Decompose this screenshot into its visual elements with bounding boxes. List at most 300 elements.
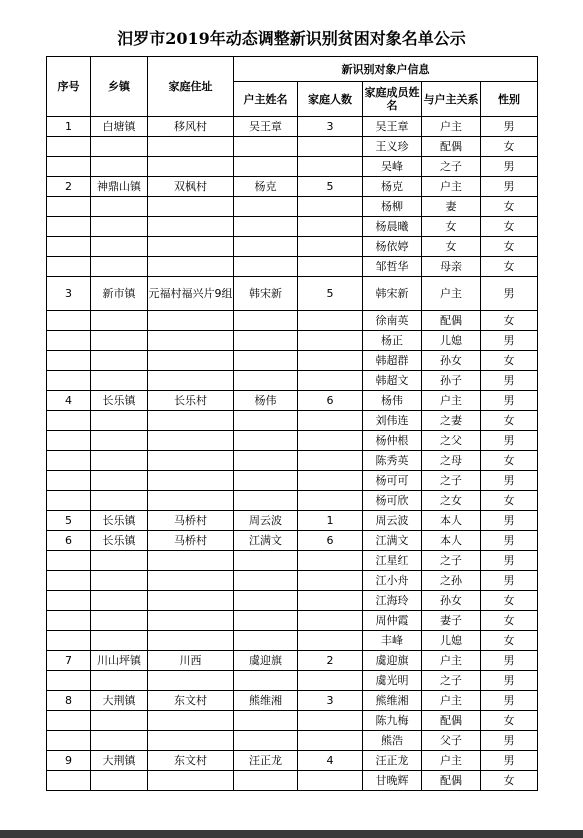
- cell-relation: 配偶: [422, 771, 481, 791]
- cell-member-name: 周云波: [363, 511, 422, 531]
- cell-relation: 妻: [422, 197, 481, 217]
- cell-relation: 之子: [422, 551, 481, 571]
- cell-family-size: [298, 197, 363, 217]
- cell-head-name: 熊维湘: [234, 691, 298, 711]
- cell-family-size: [298, 551, 363, 571]
- table-row: [47, 451, 538, 471]
- cell-town: 新市镇: [91, 277, 148, 311]
- cell-gender: 男: [481, 117, 538, 137]
- cell-member-name: 虞迎旗: [363, 651, 422, 671]
- cell-head-name: [234, 411, 298, 431]
- table-row: [47, 471, 538, 491]
- cell-seq: [47, 237, 91, 257]
- bottom-border-bar: [0, 830, 583, 838]
- cell-town: [91, 671, 148, 691]
- cell-seq: [47, 711, 91, 731]
- table-row: [47, 651, 538, 671]
- cell-member-name: 杨可可: [363, 471, 422, 491]
- cell-address: [148, 551, 234, 571]
- cell-gender: 女: [481, 611, 538, 631]
- table-row: [47, 237, 538, 257]
- table-row: [47, 671, 538, 691]
- cell-address: [148, 731, 234, 751]
- cell-seq: 4: [47, 391, 91, 411]
- cell-family-size: 5: [298, 177, 363, 197]
- cell-town: [91, 351, 148, 371]
- cell-head-name: [234, 771, 298, 791]
- cell-seq: 2: [47, 177, 91, 197]
- cell-town: [91, 237, 148, 257]
- cell-town: 大荆镇: [91, 691, 148, 711]
- cell-relation: 孙女: [422, 351, 481, 371]
- cell-relation: 之子: [422, 157, 481, 177]
- cell-family-size: [298, 731, 363, 751]
- cell-member-name: 周仲霞: [363, 611, 422, 631]
- cell-head-name: [234, 451, 298, 471]
- table-row: [47, 117, 538, 137]
- cell-member-name: 吴王章: [363, 117, 422, 137]
- header-group: 新识别对象户信息: [234, 57, 538, 82]
- cell-town: [91, 611, 148, 631]
- cell-address: 东文村: [148, 691, 234, 711]
- header-town: 乡镇: [91, 57, 148, 117]
- table-body: [47, 117, 538, 791]
- cell-family-size: [298, 491, 363, 511]
- cell-gender: 女: [481, 631, 538, 651]
- cell-family-size: [298, 331, 363, 351]
- cell-head-name: 韩宋新: [234, 277, 298, 311]
- cell-relation: 户主: [422, 651, 481, 671]
- cell-family-size: 1: [298, 511, 363, 531]
- cell-seq: [47, 451, 91, 471]
- cell-head-name: [234, 551, 298, 571]
- cell-relation: 之子: [422, 471, 481, 491]
- cell-relation: 妻子: [422, 611, 481, 631]
- cell-town: 长乐镇: [91, 391, 148, 411]
- cell-family-size: [298, 631, 363, 651]
- cell-family-size: [298, 217, 363, 237]
- cell-town: 白塘镇: [91, 117, 148, 137]
- cell-address: [148, 157, 234, 177]
- cell-town: [91, 311, 148, 331]
- cell-head-name: [234, 217, 298, 237]
- cell-gender: 男: [481, 651, 538, 671]
- table-row: [47, 711, 538, 731]
- header-seq: 序号: [47, 57, 91, 117]
- cell-seq: [47, 671, 91, 691]
- cell-family-size: [298, 311, 363, 331]
- header-member-name: 家庭成员姓名: [363, 82, 422, 117]
- cell-relation: 之孙: [422, 571, 481, 591]
- cell-head-name: [234, 731, 298, 751]
- cell-member-name: 杨依婷: [363, 237, 422, 257]
- table-row: [47, 531, 538, 551]
- cell-head-name: [234, 351, 298, 371]
- cell-seq: [47, 771, 91, 791]
- cell-address: [148, 431, 234, 451]
- cell-address: [148, 311, 234, 331]
- cell-relation: 本人: [422, 511, 481, 531]
- cell-family-size: 6: [298, 531, 363, 551]
- table-row: [47, 491, 538, 511]
- cell-gender: 男: [481, 531, 538, 551]
- cell-gender: 女: [481, 591, 538, 611]
- cell-gender: 男: [481, 177, 538, 197]
- cell-relation: 配偶: [422, 311, 481, 331]
- cell-gender: 男: [481, 431, 538, 451]
- cell-address: [148, 471, 234, 491]
- cell-member-name: 杨可欣: [363, 491, 422, 511]
- cell-head-name: 江满文: [234, 531, 298, 551]
- cell-address: [148, 411, 234, 431]
- cell-member-name: 韩超群: [363, 351, 422, 371]
- cell-member-name: 甘晚辉: [363, 771, 422, 791]
- cell-town: [91, 451, 148, 471]
- cell-gender: 男: [481, 551, 538, 571]
- cell-head-name: [234, 671, 298, 691]
- cell-address: [148, 611, 234, 631]
- cell-address: 双枫村: [148, 177, 234, 197]
- cell-town: 神鼎山镇: [91, 177, 148, 197]
- cell-town: [91, 431, 148, 451]
- cell-head-name: [234, 331, 298, 351]
- cell-member-name: 江小舟: [363, 571, 422, 591]
- cell-relation: 儿媳: [422, 631, 481, 651]
- table-row: [47, 277, 538, 311]
- table-row: [47, 731, 538, 751]
- cell-member-name: 江满文: [363, 531, 422, 551]
- cell-gender: 女: [481, 137, 538, 157]
- cell-gender: 男: [481, 371, 538, 391]
- cell-seq: [47, 431, 91, 451]
- cell-town: 大荆镇: [91, 751, 148, 771]
- cell-relation: 配偶: [422, 711, 481, 731]
- cell-relation: 父子: [422, 731, 481, 751]
- cell-family-size: [298, 351, 363, 371]
- cell-gender: 女: [481, 451, 538, 471]
- cell-relation: 母亲: [422, 257, 481, 277]
- cell-address: [148, 217, 234, 237]
- cell-address: 移风村: [148, 117, 234, 137]
- cell-family-size: 3: [298, 117, 363, 137]
- document-title: 汨罗市2019年动态调整新识别贫困对象名单公示: [117, 29, 466, 48]
- cell-seq: [47, 157, 91, 177]
- cell-seq: 5: [47, 511, 91, 531]
- cell-gender: 女: [481, 257, 538, 277]
- cell-gender: 女: [481, 771, 538, 791]
- cell-gender: 男: [481, 391, 538, 411]
- cell-member-name: 汪正龙: [363, 751, 422, 771]
- cell-seq: [47, 571, 91, 591]
- table-row: [47, 257, 538, 277]
- cell-address: [148, 591, 234, 611]
- cell-gender: 男: [481, 277, 538, 311]
- cell-head-name: [234, 311, 298, 331]
- cell-address: [148, 137, 234, 157]
- table-row: [47, 177, 538, 197]
- cell-relation: 孙子: [422, 371, 481, 391]
- cell-head-name: [234, 237, 298, 257]
- cell-town: [91, 731, 148, 751]
- cell-gender: 男: [481, 751, 538, 771]
- cell-address: [148, 571, 234, 591]
- cell-address: 马桥村: [148, 531, 234, 551]
- poverty-list-table: [46, 56, 538, 791]
- cell-town: [91, 331, 148, 351]
- table-row: [47, 431, 538, 451]
- cell-head-name: [234, 591, 298, 611]
- cell-address: [148, 671, 234, 691]
- cell-member-name: 王义珍: [363, 137, 422, 157]
- cell-seq: [47, 197, 91, 217]
- cell-relation: 户主: [422, 751, 481, 771]
- cell-head-name: 杨伟: [234, 391, 298, 411]
- cell-gender: 男: [481, 571, 538, 591]
- cell-town: 长乐镇: [91, 511, 148, 531]
- cell-relation: 配偶: [422, 137, 481, 157]
- cell-seq: [47, 611, 91, 631]
- cell-relation: 户主: [422, 391, 481, 411]
- cell-head-name: 虞迎旗: [234, 651, 298, 671]
- cell-head-name: 周云波: [234, 511, 298, 531]
- cell-relation: 女: [422, 217, 481, 237]
- cell-family-size: 6: [298, 391, 363, 411]
- cell-family-size: 3: [298, 691, 363, 711]
- cell-member-name: 邹哲华: [363, 257, 422, 277]
- cell-address: [148, 491, 234, 511]
- header-address: 家庭住址: [148, 57, 234, 117]
- cell-address: 东文村: [148, 751, 234, 771]
- cell-address: [148, 371, 234, 391]
- cell-head-name: [234, 137, 298, 157]
- cell-town: 川山坪镇: [91, 651, 148, 671]
- cell-family-size: [298, 157, 363, 177]
- cell-town: [91, 197, 148, 217]
- cell-seq: [47, 471, 91, 491]
- cell-gender: 女: [481, 197, 538, 217]
- cell-address: [148, 237, 234, 257]
- table-row: [47, 137, 538, 157]
- cell-family-size: [298, 591, 363, 611]
- table-row: [47, 611, 538, 631]
- cell-head-name: [234, 371, 298, 391]
- cell-relation: 之妻: [422, 411, 481, 431]
- cell-family-size: [298, 611, 363, 631]
- cell-relation: 之母: [422, 451, 481, 471]
- cell-address: 马桥村: [148, 511, 234, 531]
- cell-gender: 女: [481, 351, 538, 371]
- cell-relation: 女: [422, 237, 481, 257]
- table-row: [47, 551, 538, 571]
- table-row: [47, 751, 538, 771]
- cell-family-size: [298, 471, 363, 491]
- cell-town: [91, 491, 148, 511]
- table-row: [47, 197, 538, 217]
- cell-address: [148, 197, 234, 217]
- cell-seq: [47, 311, 91, 331]
- cell-family-size: [298, 711, 363, 731]
- cell-member-name: 杨仲根: [363, 431, 422, 451]
- cell-member-name: 江海玲: [363, 591, 422, 611]
- cell-address: 元福村福兴片9组: [148, 277, 234, 311]
- cell-head-name: [234, 471, 298, 491]
- cell-gender: 女: [481, 237, 538, 257]
- cell-address: [148, 451, 234, 471]
- cell-head-name: [234, 491, 298, 511]
- table-row: [47, 571, 538, 591]
- table-row: [47, 391, 538, 411]
- cell-town: [91, 591, 148, 611]
- cell-seq: [47, 551, 91, 571]
- cell-member-name: 杨柳: [363, 197, 422, 217]
- header-gender: 性别: [481, 82, 538, 117]
- cell-family-size: [298, 371, 363, 391]
- cell-gender: 男: [481, 471, 538, 491]
- cell-address: 长乐村: [148, 391, 234, 411]
- cell-town: [91, 157, 148, 177]
- cell-town: [91, 571, 148, 591]
- cell-head-name: [234, 611, 298, 631]
- cell-seq: [47, 411, 91, 431]
- cell-town: [91, 471, 148, 491]
- cell-head-name: 杨克: [234, 177, 298, 197]
- cell-town: [91, 371, 148, 391]
- cell-head-name: [234, 197, 298, 217]
- cell-relation: 孙女: [422, 591, 481, 611]
- cell-town: [91, 631, 148, 651]
- cell-seq: [47, 491, 91, 511]
- cell-gender: 女: [481, 217, 538, 237]
- cell-family-size: 2: [298, 651, 363, 671]
- cell-member-name: 刘伟连: [363, 411, 422, 431]
- table-row: [47, 371, 538, 391]
- cell-seq: 7: [47, 651, 91, 671]
- cell-town: [91, 771, 148, 791]
- cell-seq: [47, 731, 91, 751]
- cell-gender: 女: [481, 711, 538, 731]
- cell-town: [91, 411, 148, 431]
- cell-relation: 户主: [422, 177, 481, 197]
- table-row: [47, 511, 538, 531]
- table-row: [47, 331, 538, 351]
- cell-member-name: 韩超文: [363, 371, 422, 391]
- header-head-name: 户主姓名: [234, 82, 298, 117]
- cell-relation: 户主: [422, 691, 481, 711]
- cell-town: [91, 711, 148, 731]
- cell-seq: [47, 371, 91, 391]
- cell-family-size: [298, 137, 363, 157]
- cell-member-name: 陈秀英: [363, 451, 422, 471]
- cell-seq: [47, 257, 91, 277]
- cell-family-size: [298, 451, 363, 471]
- cell-family-size: [298, 257, 363, 277]
- cell-town: [91, 257, 148, 277]
- cell-address: 川西: [148, 651, 234, 671]
- cell-gender: 男: [481, 671, 538, 691]
- table-row: [47, 691, 538, 711]
- cell-family-size: [298, 571, 363, 591]
- cell-family-size: [298, 771, 363, 791]
- cell-relation: 之子: [422, 671, 481, 691]
- cell-seq: 1: [47, 117, 91, 137]
- cell-relation: 儿媳: [422, 331, 481, 351]
- cell-gender: 男: [481, 331, 538, 351]
- cell-family-size: [298, 411, 363, 431]
- cell-family-size: [298, 431, 363, 451]
- cell-seq: [47, 631, 91, 651]
- cell-seq: 8: [47, 691, 91, 711]
- cell-family-size: [298, 671, 363, 691]
- table-row: [47, 631, 538, 651]
- cell-head-name: [234, 631, 298, 651]
- cell-seq: 9: [47, 751, 91, 771]
- header-relation: 与户主关系: [422, 82, 481, 117]
- cell-head-name: [234, 711, 298, 731]
- cell-gender: 男: [481, 691, 538, 711]
- table-row: [47, 311, 538, 331]
- cell-member-name: 杨晨曦: [363, 217, 422, 237]
- table-row: [47, 411, 538, 431]
- cell-member-name: 陈九梅: [363, 711, 422, 731]
- cell-family-size: [298, 237, 363, 257]
- cell-seq: [47, 591, 91, 611]
- cell-relation: 户主: [422, 277, 481, 311]
- cell-head-name: [234, 431, 298, 451]
- cell-head-name: [234, 257, 298, 277]
- cell-member-name: 丰峰: [363, 631, 422, 651]
- cell-relation: 之父: [422, 431, 481, 451]
- table-row: [47, 217, 538, 237]
- cell-address: [148, 331, 234, 351]
- cell-member-name: 江星红: [363, 551, 422, 571]
- cell-family-size: 4: [298, 751, 363, 771]
- table-row: [47, 351, 538, 371]
- cell-member-name: 杨伟: [363, 391, 422, 411]
- cell-gender: 女: [481, 411, 538, 431]
- cell-town: 长乐镇: [91, 531, 148, 551]
- cell-town: [91, 551, 148, 571]
- cell-member-name: 吴峰: [363, 157, 422, 177]
- cell-town: [91, 137, 148, 157]
- cell-relation: 之女: [422, 491, 481, 511]
- cell-seq: 3: [47, 277, 91, 311]
- cell-gender: 男: [481, 157, 538, 177]
- cell-gender: 男: [481, 731, 538, 751]
- cell-address: [148, 257, 234, 277]
- cell-head-name: 汪正龙: [234, 751, 298, 771]
- cell-member-name: 熊浩: [363, 731, 422, 751]
- cell-seq: [47, 331, 91, 351]
- cell-head-name: 吴王章: [234, 117, 298, 137]
- cell-head-name: [234, 157, 298, 177]
- cell-seq: 6: [47, 531, 91, 551]
- cell-member-name: 韩宋新: [363, 277, 422, 311]
- cell-head-name: [234, 571, 298, 591]
- cell-town: [91, 217, 148, 237]
- cell-seq: [47, 137, 91, 157]
- cell-seq: [47, 351, 91, 371]
- table-row: [47, 771, 538, 791]
- cell-address: [148, 631, 234, 651]
- cell-address: [148, 771, 234, 791]
- cell-member-name: 徐南英: [363, 311, 422, 331]
- cell-member-name: 杨正: [363, 331, 422, 351]
- cell-gender: 男: [481, 511, 538, 531]
- cell-seq: [47, 217, 91, 237]
- cell-relation: 本人: [422, 531, 481, 551]
- cell-relation: 户主: [422, 117, 481, 137]
- cell-member-name: 虞光明: [363, 671, 422, 691]
